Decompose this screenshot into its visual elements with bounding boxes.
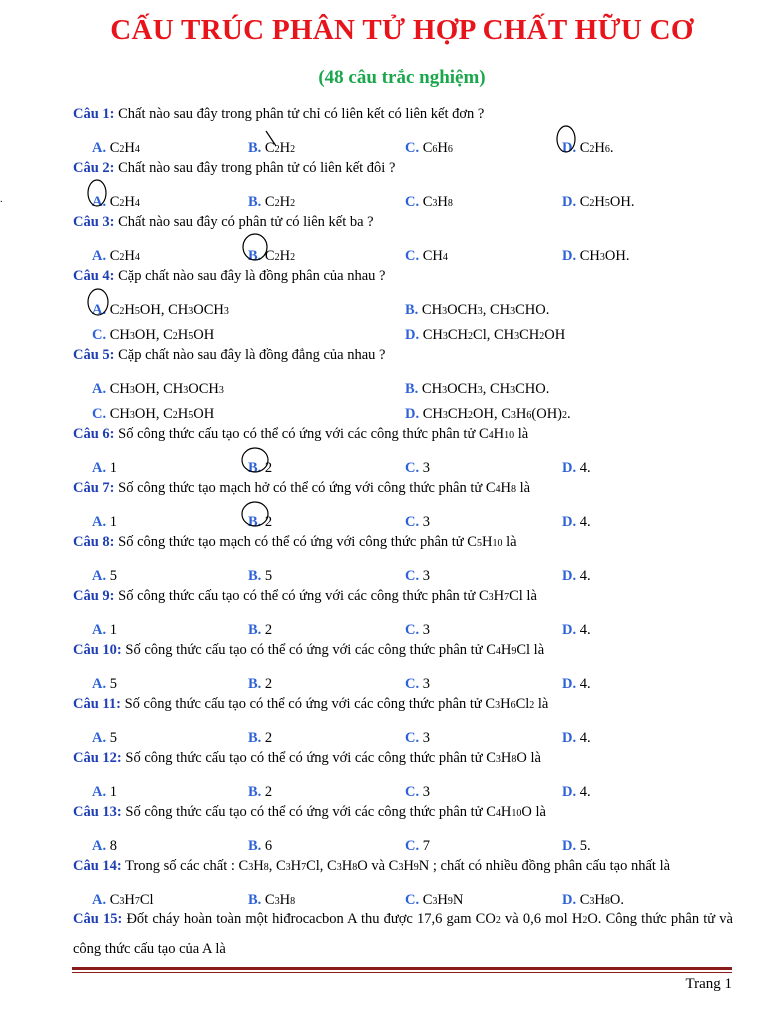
option-c[interactable] (405, 246, 448, 268)
option-letter: B. (248, 460, 262, 476)
option-d[interactable] (562, 836, 591, 856)
option-text: CH3OH, C2H5OH (106, 327, 215, 343)
question-text: Số công thức cấu tạo có thể có ứng với các công thức phân tử C3H7Cl là (114, 588, 537, 604)
option-letter: B. (248, 622, 262, 638)
option-letter: D. (562, 892, 577, 908)
option-b[interactable] (248, 836, 272, 856)
option-c[interactable] (405, 566, 430, 586)
option-b[interactable] (405, 379, 549, 401)
option-text: 5 (106, 730, 117, 746)
question-number: Câu 2: (73, 160, 115, 176)
option-text: 5. (576, 838, 591, 854)
option-letter: B. (248, 194, 262, 210)
option-a[interactable] (92, 246, 140, 268)
option-text: 4. (576, 676, 591, 692)
option-text: 7 (419, 838, 430, 854)
option-text: CH4 (419, 248, 448, 264)
option-a[interactable] (92, 728, 117, 748)
document-title: CẤU TRÚC PHÂN TỬ HỢP CHẤT HỮU CƠ (110, 14, 694, 46)
option-text: 3 (419, 460, 430, 476)
question-7 (73, 478, 733, 500)
option-a[interactable] (92, 620, 117, 640)
option-text: 2 (261, 622, 273, 638)
option-text: CH3OCH3, CH3CHO. (418, 381, 550, 397)
option-letter: A. (92, 302, 107, 318)
option-d[interactable] (562, 674, 591, 694)
option-letter: D. (405, 327, 420, 343)
option-letter: C. (405, 140, 420, 156)
option-b[interactable] (248, 674, 272, 694)
question-number: Câu 4: (73, 268, 115, 284)
question-number: Câu 12: (73, 750, 122, 766)
option-c[interactable] (405, 836, 430, 856)
option-text: C2H5OH. (576, 194, 635, 210)
option-c[interactable] (405, 728, 430, 748)
option-text: C3H9N (419, 892, 464, 908)
option-b[interactable] (248, 246, 295, 268)
question-13 (73, 802, 733, 824)
option-letter: B. (248, 838, 262, 854)
option-letter: C. (92, 327, 107, 343)
option-letter: C. (405, 622, 420, 638)
option-letter: C. (405, 838, 420, 854)
option-letter: A. (92, 676, 107, 692)
option-letter: A. (92, 194, 107, 210)
option-c[interactable] (405, 192, 453, 214)
option-b[interactable] (248, 138, 295, 160)
option-text: 5 (106, 676, 117, 692)
option-letter: A. (92, 838, 107, 854)
option-a[interactable] (92, 512, 117, 532)
option-text: 5 (106, 568, 117, 584)
option-b[interactable] (248, 192, 295, 214)
option-text: CH3OH, C2H5OH (106, 406, 215, 422)
option-d[interactable] (562, 246, 629, 268)
page-number: Trang 1 (685, 976, 732, 992)
question-1 (73, 104, 733, 124)
question-14 (73, 856, 733, 878)
question-text: Chất nào sau đây có phân tử có liên kết ba ? (114, 214, 374, 230)
option-letter: B. (248, 676, 262, 692)
option-text: C3H8 (419, 194, 453, 210)
question-text: Số công thức cấu tạo có thể có ứng với các công thức phân tử C4H10O là (121, 804, 546, 820)
option-d[interactable] (562, 620, 591, 640)
option-letter: A. (92, 730, 107, 746)
option-d[interactable] (405, 404, 571, 426)
question-6 (73, 424, 733, 446)
option-text: CH3OCH3, CH3CHO. (418, 302, 550, 318)
option-text: 3 (419, 622, 430, 638)
option-letter: C. (405, 676, 420, 692)
option-text: 2 (261, 784, 273, 800)
option-letter: C. (92, 406, 107, 422)
question-text: Số công thức tạo mạch hở có thể có ứng với công thức phân tử C4H8 là (114, 480, 531, 496)
question-15 (73, 905, 733, 964)
option-a[interactable] (92, 379, 224, 401)
option-b[interactable] (248, 458, 272, 478)
option-letter: C. (405, 514, 420, 530)
option-text: CH3CH2OH, C3H6(OH)2. (419, 406, 571, 422)
option-letter: B. (405, 381, 419, 397)
option-letter: C. (405, 460, 420, 476)
option-text: 2 (261, 676, 273, 692)
option-text: 2 (261, 730, 273, 746)
question-number: Câu 3: (73, 214, 115, 230)
option-letter: B. (248, 892, 262, 908)
option-text: 5 (261, 568, 273, 584)
question-5 (73, 345, 733, 365)
option-text: CH3OH. (576, 248, 630, 264)
option-a[interactable] (92, 192, 140, 214)
option-text: 3 (419, 730, 430, 746)
option-letter: D. (562, 460, 577, 476)
option-c[interactable] (405, 138, 453, 160)
option-text: 4. (576, 784, 591, 800)
option-text: 4. (576, 514, 591, 530)
option-d[interactable] (562, 512, 591, 532)
option-letter: C. (405, 784, 420, 800)
option-a[interactable] (92, 138, 140, 160)
option-letter: D. (562, 622, 577, 638)
question-12 (73, 748, 733, 770)
option-a[interactable] (92, 674, 117, 694)
option-letter: B. (248, 730, 262, 746)
margin-mark: . (0, 194, 3, 205)
question-text: Đốt cháy hoàn toàn một hiđrocacbon A thu được 17,6 gam CO2 và 0,6 mol H2O. Công thức phân tử và công thức cấu tạo của A là (73, 911, 733, 957)
option-c[interactable] (405, 674, 430, 694)
option-b[interactable] (248, 512, 272, 532)
option-letter: D. (562, 568, 577, 584)
question-number: Câu 14: (73, 858, 122, 874)
question-2 (73, 158, 733, 178)
option-letter: A. (92, 140, 107, 156)
option-letter: D. (405, 406, 420, 422)
option-text: 2 (261, 460, 273, 476)
question-text: Trong số các chất : C3H8, C3H7Cl, C3H8O và C3H9N ; chất có nhiều đồng phân cấu tạo nhất là (121, 858, 671, 874)
question-number: Câu 15: (73, 911, 123, 927)
option-letter: B. (248, 140, 262, 156)
option-letter: D. (562, 514, 577, 530)
option-letter: C. (405, 730, 420, 746)
option-letter: A. (92, 784, 107, 800)
option-text: C2H2 (261, 248, 296, 264)
option-letter: C. (405, 568, 420, 584)
question-text: Cặp chất nào sau đây là đồng đẳng của nhau ? (114, 347, 386, 363)
question-number: Câu 8: (73, 534, 115, 550)
option-letter: C. (405, 248, 420, 264)
option-a[interactable] (92, 782, 117, 802)
question-number: Câu 7: (73, 480, 115, 496)
question-text: Cặp chất nào sau đây là đồng phân của nhau ? (114, 268, 386, 284)
option-c[interactable] (405, 782, 430, 802)
option-c[interactable] (92, 325, 214, 347)
option-a[interactable] (92, 566, 117, 586)
option-letter: B. (248, 248, 262, 264)
option-text: C2H4 (106, 140, 140, 156)
question-number: Câu 9: (73, 588, 115, 604)
option-b[interactable] (248, 728, 272, 748)
option-letter: A. (92, 514, 107, 530)
option-text: 8 (106, 838, 117, 854)
option-text: C2H5OH, CH3OCH3 (106, 302, 229, 318)
option-text: 4. (576, 568, 591, 584)
option-letter: A. (92, 248, 107, 264)
option-text: CH3OH, CH3OCH3 (106, 381, 224, 397)
question-3 (73, 212, 733, 232)
option-text: 3 (419, 568, 430, 584)
option-d[interactable] (405, 325, 565, 347)
option-d[interactable] (562, 138, 614, 160)
option-letter: D. (562, 140, 577, 156)
option-letter: D. (562, 676, 577, 692)
option-a[interactable] (92, 458, 117, 478)
option-text: 2 (261, 514, 273, 530)
option-text: C2H6. (576, 140, 614, 156)
option-letter: C. (405, 194, 420, 210)
question-text: Chất nào sau đây trong phân tử chỉ có liên kết có liên kết đơn ? (114, 106, 485, 122)
option-text: 3 (419, 676, 430, 692)
option-b[interactable] (248, 782, 272, 802)
option-c[interactable] (405, 458, 430, 478)
option-text: C2H4 (106, 248, 140, 264)
option-letter: A. (92, 381, 107, 397)
option-letter: A. (92, 568, 107, 584)
option-text: C3H8O. (576, 892, 624, 908)
option-d[interactable] (562, 782, 591, 802)
option-text: C2H2 (261, 194, 296, 210)
question-9 (73, 586, 733, 608)
option-d[interactable] (562, 728, 591, 748)
question-8 (73, 532, 733, 554)
option-text: CH3CH2Cl, CH3CH2OH (419, 327, 566, 343)
question-4 (73, 266, 733, 286)
question-text: Số công thức cấu tạo có thể có ứng với các công thức phân tử C3H6Cl2 là (120, 696, 549, 712)
question-number: Câu 10: (73, 642, 122, 658)
option-c[interactable] (405, 512, 430, 532)
option-text: 1 (106, 622, 117, 638)
question-10 (73, 640, 733, 662)
footer-rule-thin (72, 972, 732, 973)
question-text: Số công thức cấu tạo có thể có ứng với các công thức phân tử C4H9Cl là (121, 642, 545, 658)
option-b[interactable] (248, 620, 272, 640)
option-d[interactable] (562, 458, 591, 478)
question-text: Số công thức tạo mạch có thể có ứng với công thức phân tử C5H10 là (114, 534, 517, 550)
question-number: Câu 5: (73, 347, 115, 363)
question-text: Số công thức cấu tạo có thể có ứng với các công thức phân tử C3H8O là (121, 750, 541, 766)
option-letter: D. (562, 838, 577, 854)
option-text: C3H8 (261, 892, 296, 908)
option-text: 3 (419, 784, 430, 800)
option-text: 6 (261, 838, 273, 854)
option-text: C3H7Cl (106, 892, 154, 908)
option-text: 3 (419, 514, 430, 530)
question-number: Câu 6: (73, 426, 115, 442)
option-text: C2H4 (106, 194, 140, 210)
option-letter: B. (405, 302, 419, 318)
option-letter: C. (405, 892, 420, 908)
option-c[interactable] (92, 404, 214, 426)
option-text: 4. (576, 460, 591, 476)
option-c[interactable] (405, 620, 430, 640)
question-number: Câu 13: (73, 804, 122, 820)
option-b[interactable] (405, 300, 549, 322)
option-letter: A. (92, 622, 107, 638)
question-text: Chất nào sau đây trong phân tử có liên kết đôi ? (114, 160, 396, 176)
option-text: 4. (576, 730, 591, 746)
option-d[interactable] (562, 192, 634, 214)
option-letter: A. (92, 892, 107, 908)
option-text: 1 (106, 784, 117, 800)
option-letter: B. (248, 514, 262, 530)
option-letter: B. (248, 568, 262, 584)
option-letter: D. (562, 784, 577, 800)
option-text: C6H6 (419, 140, 453, 156)
question-text: Số công thức cấu tạo có thể có ứng với các công thức phân tử C4H10 là (114, 426, 529, 442)
option-letter: D. (562, 730, 577, 746)
question-number: Câu 11: (73, 696, 121, 712)
option-letter: A. (92, 460, 107, 476)
option-d[interactable] (562, 566, 591, 586)
question-11 (73, 694, 733, 716)
document-subtitle: (48 câu trắc nghiệm) (318, 67, 486, 88)
option-letter: D. (562, 248, 577, 264)
option-a[interactable] (92, 300, 229, 322)
option-b[interactable] (248, 566, 272, 586)
option-text: C2H2 (261, 140, 296, 156)
option-letter: B. (248, 784, 262, 800)
option-a[interactable] (92, 836, 117, 856)
option-text: 1 (106, 514, 117, 530)
question-number: Câu 1: (73, 106, 115, 122)
option-text: 1 (106, 460, 117, 476)
option-text: 4. (576, 622, 591, 638)
footer-rule (72, 967, 732, 970)
option-letter: D. (562, 194, 577, 210)
